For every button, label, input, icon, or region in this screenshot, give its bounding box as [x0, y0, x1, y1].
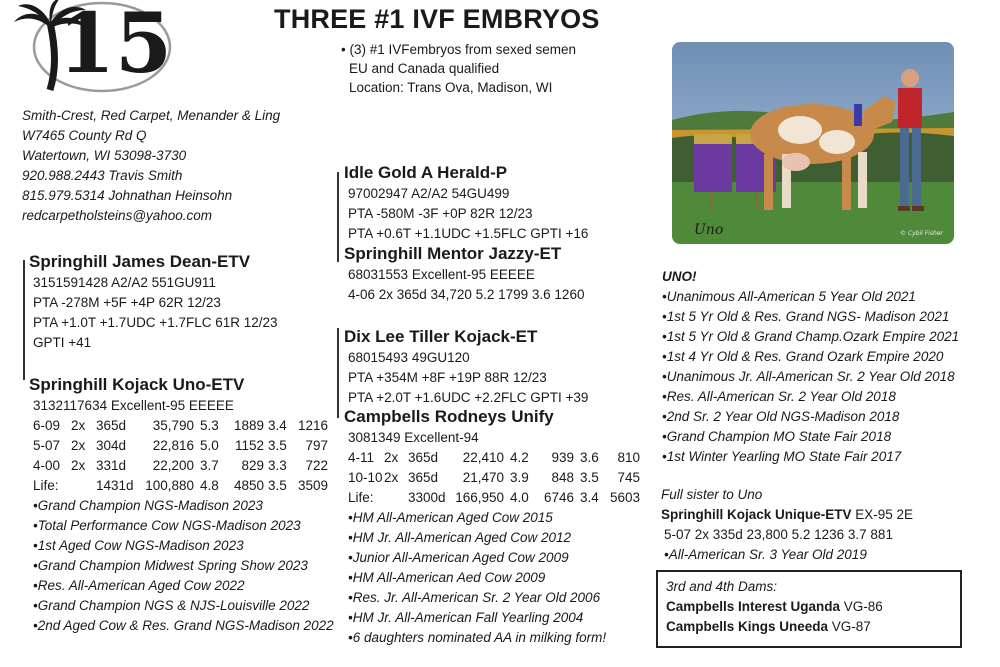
consignor-email: redcarpetholsteins@yahoo.com [22, 208, 213, 223]
sire-line: GPTI +41 [33, 335, 92, 350]
pedigree-line-text: 4-06 2x 365d 34,720 5.2 1799 3.6 1260 [348, 287, 585, 302]
sire-line: 3151591428 A2/A2 551GU911 [33, 275, 216, 290]
full-sister-award: •All-American Sr. 3 Year Old 2019 [664, 547, 867, 562]
consignor-line: 920.988.2443 Travis Smith [22, 168, 183, 183]
uno-title: UNO! [662, 269, 697, 284]
pedigree-line-text: 97002947 A2/A2 54GU499 [348, 186, 510, 201]
lot-number-text: 15 [58, 0, 173, 92]
third-dam-score: VG-86 [840, 599, 883, 614]
award-item: •Unanimous Jr. All-American Sr. 2 Year Old 2018 [662, 369, 955, 384]
award-item: •Grand Champion Midwest Spring Show 2023 [33, 558, 308, 573]
award-item: •Junior All-American Aged Cow 2009 [348, 550, 569, 565]
full-sister-block [661, 485, 913, 565]
consignor-line: W7465 County Rd Q [22, 128, 147, 143]
award-item: •2nd Sr. 2 Year Old NGS-Madison 2018 [662, 409, 900, 424]
fourth-dam-name: Campbells Kings Uneeda [666, 619, 829, 634]
table-row: 4-00 2x 331d 22,200 3.7 829 3.3 722 [33, 458, 328, 473]
maternal-granddam-id-line: 3081349 Excellent-94 [348, 430, 479, 445]
dam-id-line: 3132117634 Excellent-95 EEEEE [33, 398, 234, 413]
pedigree-line-text: 68031553 Excellent-95 EEEEE [348, 267, 535, 282]
uno-awards [662, 287, 959, 467]
award-item: •HM Jr. All-American Fall Yearling 2004 [348, 610, 584, 625]
award-item: •Grand Champion MO State Fair 2018 [662, 429, 892, 444]
lot-number-logo [10, 0, 175, 95]
award-item: •2nd Aged Cow & Res. Grand NGS-Madison 2022 [33, 618, 334, 633]
pedigree-line-text: 68015493 49GU120 [348, 350, 470, 365]
consignor-line: Smith-Crest, Red Carpet, Menander & Ling [22, 108, 281, 123]
pedigree-line-text: PTA +2.0T +1.6UDC +2.2FLC GPTI +39 [348, 390, 589, 405]
cow-photo-image [672, 42, 954, 244]
pedigree-line-text: PTA +354M +8F +19P 88R 12/23 [348, 370, 547, 385]
maternal-granddam-name: Campbells Rodneys Unify [344, 407, 554, 426]
dam-block [29, 375, 334, 636]
table-row: 4-11 2x 365d 22,410 4.2 939 3.6 810 [348, 450, 640, 465]
consignor-info [22, 106, 280, 226]
award-item: •6 daughters nominated AA in milking form! [348, 630, 607, 645]
paternal-grandsire-name: Idle Gold A Herald-P [344, 163, 508, 182]
maternal-granddam-production-table [348, 448, 640, 508]
maternal-granddam-awards [348, 508, 640, 648]
paternal-granddam-block [344, 244, 584, 305]
award-item: •Grand Champion NGS & NJS-Louisville 2022 [33, 598, 310, 613]
dam-production-table [33, 416, 328, 496]
award-item: •1st Aged Cow NGS-Madison 2023 [33, 538, 244, 553]
photo-credit: © Cybil Fisher [900, 230, 943, 237]
sire-name: Springhill James Dean-ETV [29, 252, 251, 271]
maternal-granddam-block [344, 407, 640, 648]
table-row: Life: 1431d 100,880 4.8 4850 3.5 3509 [33, 478, 328, 493]
sire-block [29, 252, 278, 353]
table-row: 10-10 2x 365d 21,470 3.9 848 3.5 745 [348, 470, 640, 485]
award-item: •Unanimous All-American 5 Year Old 2021 [662, 289, 916, 304]
headline: THREE #1 IVF EMBRYOS [274, 4, 600, 34]
third-dam-name: Campbells Interest Uganda [666, 599, 841, 614]
consignor-line: Watertown, WI 53098-3730 [22, 148, 187, 163]
pedigree-line-text: PTA -580M -3F +0P 82R 12/23 [348, 206, 533, 221]
dams-box [656, 570, 962, 648]
offer-note: • (3) #1 IVFembryos from sexed semen [341, 42, 577, 57]
award-item: •Res. Jr. All-American Sr. 2 Year Old 2006 [348, 590, 601, 605]
full-sister-classification: EX-95 2E [851, 507, 914, 522]
photo-caption: Uno [694, 222, 724, 238]
dam-name: Springhill Kojack Uno-ETV [29, 375, 245, 394]
award-item: •HM All-American Aed Cow 2009 [348, 570, 546, 585]
uno-awards-block [662, 267, 959, 467]
pedigree-bracket-line [337, 328, 339, 418]
paternal-granddam-name: Springhill Mentor Jazzy-ET [344, 244, 562, 263]
maternal-grandsire-name: Dix Lee Tiller Kojack-ET [344, 327, 538, 346]
award-item: •HM All-American Aged Cow 2015 [348, 510, 553, 525]
offer-note: Location: Trans Ova, Madison, WI [349, 80, 553, 95]
award-item: •Res. All-American Aged Cow 2022 [33, 578, 245, 593]
paternal-grandsire-block [344, 163, 588, 244]
award-item: •1st 5 Yr Old & Res. Grand NGS- Madison 2021 [662, 309, 950, 324]
full-sister-name: Springhill Kojack Unique-ETV [661, 507, 852, 522]
full-sister-intro: Full sister to Uno [661, 487, 763, 502]
consignor-line: 815.979.5314 Johnathan Heinsohn [22, 188, 233, 203]
table-row: Life: 3300d 166,950 4.0 6746 3.4 5603 [348, 490, 640, 505]
pedigree-bracket-line [23, 260, 25, 380]
table-row: 6-09 2x 365d 35,790 5.3 1889 3.4 1216 [33, 418, 328, 433]
maternal-grandsire-block [344, 327, 588, 408]
offer-note: EU and Canada qualified [349, 61, 500, 76]
award-item: •Res. All-American Sr. 2 Year Old 2018 [662, 389, 896, 404]
award-item: •1st Winter Yearling MO State Fair 2017 [662, 449, 902, 464]
award-item: •Total Performance Cow NGS-Madison 2023 [33, 518, 301, 533]
pedigree-bracket-line [337, 172, 339, 262]
award-item: •1st 4 Yr Old & Res. Grand Ozark Empire 2020 [662, 349, 944, 364]
award-item: •Grand Champion NGS-Madison 2023 [33, 498, 263, 513]
sire-line: PTA -278M +5F +4P 62R 12/23 [33, 295, 221, 310]
pedigree-line-text: PTA +0.6T +1.1UDC +1.5FLC GPTI +16 [348, 226, 589, 241]
fourth-dam-score: VG-87 [828, 619, 871, 634]
offer-notes [341, 40, 576, 97]
award-item: •1st 5 Yr Old & Grand Champ.Ozark Empire 2021 [662, 329, 960, 344]
award-item: •HM Jr. All-American Aged Cow 2012 [348, 530, 572, 545]
dam-awards [33, 496, 334, 636]
table-row: 5-07 2x 304d 22,816 5.0 1152 3.5 797 [33, 438, 328, 453]
full-sister-record: 5-07 2x 335d 23,800 5.2 1236 3.7 881 [664, 527, 893, 542]
sire-line: PTA +1.0T +1.7UDC +1.7FLC 61R 12/23 [33, 315, 278, 330]
cow-photo [672, 42, 954, 244]
dams-box-heading: 3rd and 4th Dams: [666, 579, 778, 594]
